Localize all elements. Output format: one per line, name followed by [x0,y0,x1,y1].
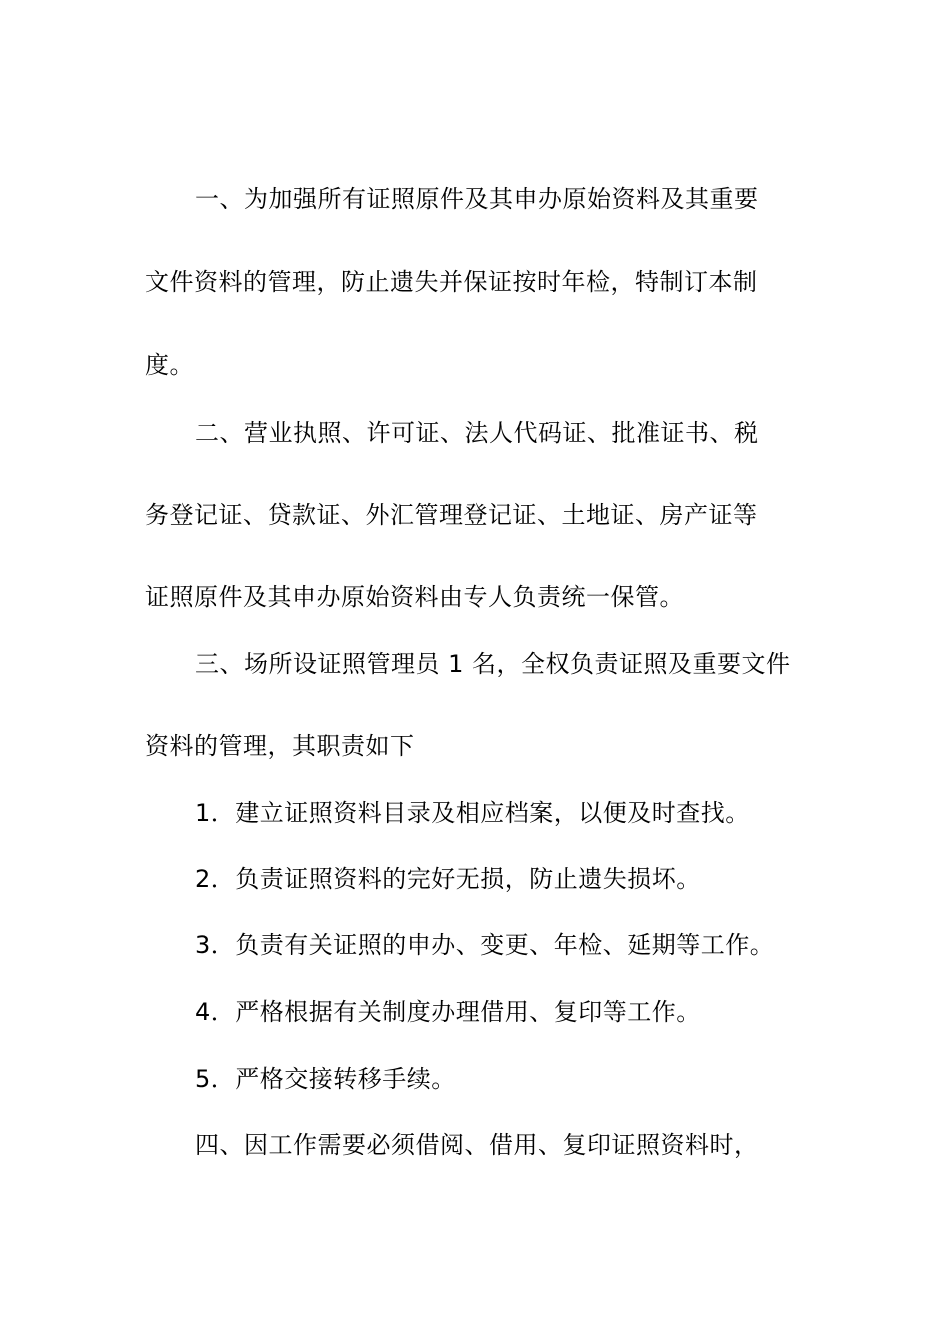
paragraph-2-line-2: 务登记证、贷款证、外汇管理登记证、土地证、房产证等 [145,501,758,529]
paragraph-3-line-1: 三、场所设证照管理员 1 名，全权负责证照及重要文件 [195,650,791,678]
paragraph-1-line-1: 一、为加强所有证照原件及其申办原始资料及其重要 [195,185,759,213]
paragraph-3-line-2: 资料的管理，其职责如下 [145,732,415,760]
duty-item-5: 5．严格交接转移手续。 [195,1065,456,1093]
paragraph-1-line-3: 度。 [145,351,194,379]
paragraph-1-line-2: 文件资料的管理，防止遗失并保证按时年检，特制订本制 [145,268,758,296]
paragraph-2-line-1: 二、营业执照、许可证、法人代码证、批准证书、税 [195,419,759,447]
paragraph-2-line-3: 证照原件及其申办原始资料由专人负责统一保管。 [145,583,684,611]
duty-item-4: 4．严格根据有关制度办理借用、复印等工作。 [195,998,701,1026]
duty-item-3: 3．负责有关证照的申办、变更、年检、延期等工作。 [195,931,775,959]
duty-item-2: 2．负责证照资料的完好无损，防止遗失损坏。 [195,865,701,893]
duty-item-1: 1．建立证照资料目录及相应档案，以便及时查找。 [195,799,750,827]
paragraph-4-line-1: 四、因工作需要必须借阅、借用、复印证照资料时， [195,1131,759,1159]
